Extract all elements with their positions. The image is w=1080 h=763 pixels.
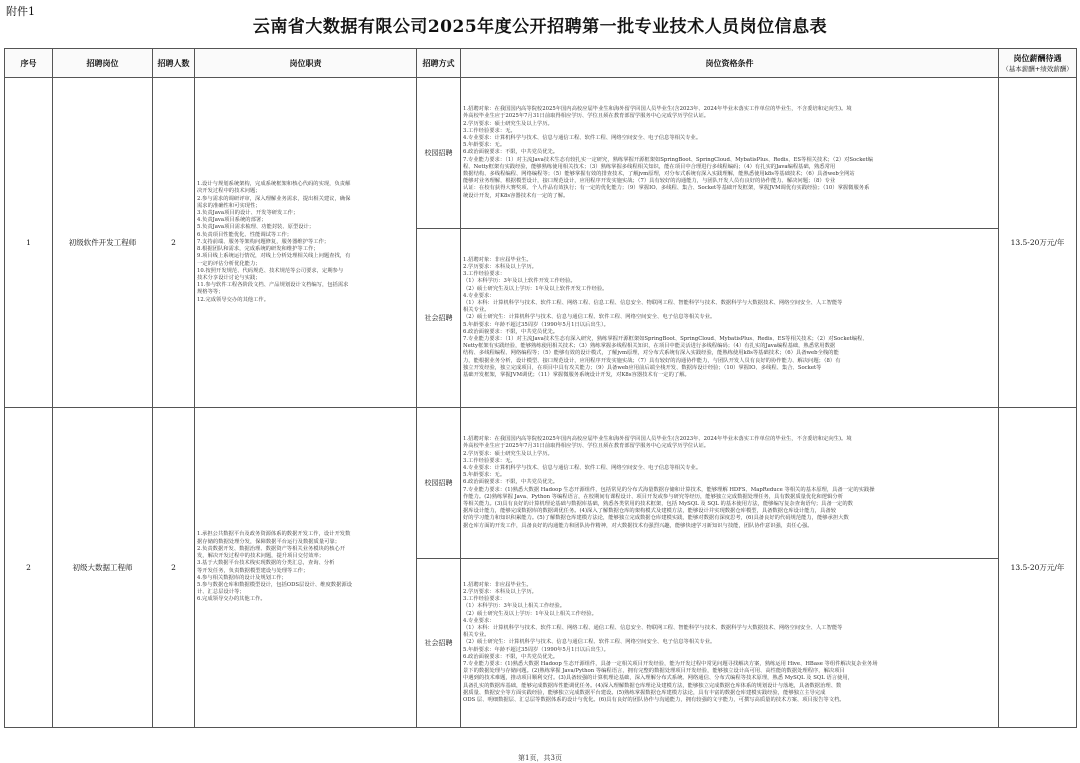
cell-position: 初级软件开发工程师 — [53, 78, 153, 408]
duty-line: 等开发任务，负责数据模型建设与处理等工作； — [197, 567, 309, 574]
cell-position: 初级大数据工程师 — [53, 408, 153, 728]
req-line: 3.工作经验要求：无。 — [463, 127, 516, 134]
cell-count: 2 — [153, 408, 195, 728]
cell-requirements-campus — [461, 408, 999, 559]
req-line: 力，能根据业务分析，设计模型、接口规范设计，应用程序开发实施实战；（7）具有较好的沟通协作能力，与团队开发人员有良好的协作能力、解决问题；（8）有 — [463, 357, 841, 364]
req-line: 1.招聘对象：非应届毕业生。 — [463, 256, 532, 263]
req-line: （1）本科学历：3年及以上相关工作经验。 — [463, 603, 566, 610]
duty-line: 3.基于大数据平台技术栈实现数据的分类汇总，查询、分析 — [197, 560, 335, 567]
duty-line: 1.承担公共数据平台及政务资源体系的数据开发工作，设计开发数 — [197, 531, 351, 538]
cell-method-campus: 校园招聘 — [417, 78, 461, 229]
req-line: 基础开发框架，掌握JVM调优；（11）掌握微服务系统设计开发，对K8s容器技术有一定的了解。 — [463, 372, 690, 379]
req-line: 中遇到的技术难题，推动项目顺利交付。(3)具备较强的计算机理论基础，深入理解分布式系统、网络通信、分布式编程等技术原理，熟悉 MySQL 及 SQL 语言使用， — [463, 675, 853, 682]
req-line: 1.招聘对象：在我国国内高等院校2025年国内高校应届毕业生和海外留学回国人员毕业生(含2023年、2024年毕业未落实工作单位的毕业生，不含委培和定向生)。境 — [463, 436, 852, 443]
duty-line: 8.根据团队和需求，完成系统的研发和维护等工作； — [197, 246, 319, 253]
req-line: 1.招聘对象：在我国国内高等院校2025年国内高校应届毕业生和海外留学回国人员毕业生(含2023年、2024年毕业未落实工作单位的毕业生，不含委培和定向生)。境 — [463, 106, 852, 113]
req-line: 4.专业要求：计算机科学与技术、信息与通信工程、软件工程、网络空间安全、电子信息等相关专业。 — [463, 464, 702, 471]
duty-line: 9.项目线上系统运行情况，对线上分析处理相关线上问题查找，有 — [197, 253, 351, 260]
req-line: 独立开发经验，独立完成项目，在项目中具有攻关能力；（9）具备web应用前后端全栈开发、数据库设计经验；（10）掌握IO、多线程、集合、Socket等 — [463, 364, 822, 371]
duty-line: 6.负责项目性能优化、性能调试等工作； — [197, 231, 293, 238]
req-line: 统设计开发，对K8s容器技术有一定的了解。 — [463, 192, 569, 199]
req-line: 5.年龄要求：无。 — [463, 472, 506, 479]
req-line: 据仓库方面的开发工作，具备良好的沟通能力和团队协作精神，对大数据技术有强烈兴趣，能够快速学习新知识与技能，团队协作意识强，责任心强。 — [463, 522, 813, 529]
cell-duties — [195, 408, 417, 728]
cell-seq: 1 — [5, 78, 53, 408]
req-line: 3.工作经验要求：无。 — [463, 457, 516, 464]
duty-line: 4.负责Java项目系统的部署； — [197, 217, 267, 224]
req-line: 相关专业。 — [463, 632, 490, 639]
annex-label: 附件1 — [6, 5, 35, 18]
req-line: 5.年龄要求：年龄不超过35周岁（1990年5月1日以后出生）。 — [463, 646, 609, 653]
duty-line: 技术分享设计讨论与实践； — [197, 274, 261, 281]
req-line: 数据结构、多线程编程、网络编程等；（5）能够掌握有效的排查技术，了解jvm原理，对分布式系统有深入实践理解，能熟悉使用k8s等基础技术；（6）具备web全网站 — [463, 171, 855, 177]
req-line: 结构、多线程编程、网络编程等；（5）能够有效的设计模式，了解jvm原理，对分布式系统有深入实践经验，能熟练使用k8s等基础技术；（6）具备web全栈的能 — [463, 350, 839, 357]
req-line: （1）本科：计算机科学与技术、软件工程、网络工程、信息工程、信息安全、物联网工程、智能科学与技术、数据科学与大数据技术、网络空间安全、人工智能等 — [463, 299, 843, 306]
cell-pay: 13.5-20万元/年 — [999, 78, 1077, 408]
duty-line: 2.负责数据开发、数据治理、数据资产等相关业务模块的核心开 — [197, 545, 346, 552]
duty-line: 4.参与相关数据库的设计及规划工作； — [197, 574, 287, 581]
duty-line: 7.支持前端、服务等架构问题修复，服务器维护等工作； — [197, 238, 330, 245]
duty-line: 据存储的数据处理分发，保障数据平台运行及数据质量可靠； — [197, 538, 341, 545]
req-line: 7.专业能力要求：（1）对主流Java技术生态有深入研究，熟练掌握开源框架如SpringBoot、SpringCloud、MybatisPlus、Redis、ES等相关技术；（2）对Socket编程、 — [463, 336, 868, 342]
cell-count: 2 — [153, 78, 195, 408]
req-line: 好的学习能力和知识积累能力。(5)了解数据仓库建模方法论，能够独立完成数据仓库建模实践，能够对数据有深度思考，(6)具备良好的代码规范能力，能够承担大数 — [463, 515, 849, 522]
req-line: 1.招聘对象：非应届毕业生。 — [463, 581, 532, 588]
header-seq: 序号 — [5, 49, 53, 78]
header-method: 招聘方式 — [417, 49, 461, 78]
req-line: 等相关能力。(3)具有良好的计算机理论基础与数据库基础，熟悉各类常用的技术框架，包括 MySQL 及 SQL 的基本使用方法，能够编写复杂查询语句；具备一定的数 — [463, 501, 853, 507]
req-line: 景下的数据处理与存储问题。(2)熟练掌握 Java/Python 等编程语言，拥有完整的数据处理项目开发经验，能够独立设计高可用、高性能的数据处理程序，解决项目 — [463, 668, 845, 675]
req-line: 作能力。(2)熟练掌握 Java、Python 等编程语言，在校期间有课程设计、项目开发或参与研究等经历，能够独立完成数据处理任务，具有数据质量优化和逻辑分析 — [463, 493, 844, 500]
req-line: 5.年龄要求：无。 — [463, 142, 506, 149]
cell-seq: 2 — [5, 408, 53, 728]
position-table — [4, 48, 1077, 728]
duty-line: 需求的准确性和可实现性； — [197, 202, 261, 209]
header-requirements: 岗位资格条件 — [461, 49, 999, 78]
duty-line: 发，解决开发过程中的技术问题，提升项目交付效率； — [197, 553, 325, 560]
req-line: 具备扎实的数据库基础，能够完成数据库性能调优任务。(4)深入理解数据仓库理论及建模方法，能够独立完成数据仓库体系的规划设计与落地，具备数据治理、数 — [463, 682, 842, 689]
duty-line: 10.按照开发规范、代码规范、技术规范等公司要求，定期参与 — [197, 267, 344, 274]
header-position: 招聘岗位 — [53, 49, 153, 78]
req-line: 程、Netty框架有实践经验，能够熟练使用相关技术；（3）熟练掌握多线程相关知识，能在项目中合理进行多线程编码；（4）有扎实的Java编程基础，熟悉常用 — [463, 163, 836, 170]
req-line: 4.专业要求：计算机科学与技术、信息与通信工程、软件工程、网络空间安全、电子信息等相关专业。 — [463, 134, 702, 141]
req-line: 据库设计能力，能够完成数据库的数据调优任务。(4)深入了解数据仓库的架构模式及建模方法，能够设计并实现数据仓库模型，具备数据仓库设计能力，具备较 — [463, 508, 836, 515]
header-row — [5, 49, 1077, 78]
duty-line: 规格等等； — [197, 289, 224, 296]
req-line: 7.专业能力要求：(1)熟悉大数据 Hadoop 生态开源组件，具备一定相关项目开发经验，能为开发过程中常见问题寻找解决方案，熟练运用 Hive、HBase 等组件解决复杂业务场 — [463, 661, 878, 667]
req-line: 6.政治面貌要求：不限，中共党员优先。 — [463, 653, 559, 660]
header-duties: 岗位职责 — [195, 49, 417, 78]
cell-requirements-social — [461, 229, 999, 408]
req-line: （2）硕士研究生：计算机科学与技术、信息与通信工程、软件工程、网络空间安全、电子信息等相关专业。 — [463, 314, 716, 321]
req-line: 7.专业能力要求：(1)熟悉大数据 Hadoop 生态开源组件，包括常见的分布式海量数据存储和计算技术，能够理解 HDFS、MapReduce 等相关的基本原理，具备一定的实践操 — [463, 486, 875, 493]
req-line: 认证：在校有获得大赛奖项、个人作品有效执行；有一定的优化能力；（9）掌握IO、多线程、集合、Socket等基础开发框架，掌握JVM调优有实践经验；（10）掌握微服务系 — [463, 185, 870, 192]
cell-method-social: 社会招聘 — [417, 229, 461, 408]
cell-method-social: 社会招聘 — [417, 559, 461, 728]
duty-line: 3.负责Java项目的设计、开发等研发工作； — [197, 210, 299, 217]
duty-line: 2.参与需求的调研评审，深入理解业务需求，提出相关建议，确保 — [197, 195, 351, 202]
req-line: 4.专业要求： — [463, 617, 495, 624]
header-pay — [999, 49, 1077, 78]
duty-line: 5.负责Java项目需求梳理、功能封装、原型设计； — [197, 224, 315, 231]
table-row — [5, 408, 1077, 559]
cell-requirements-social — [461, 559, 999, 728]
req-line: 2.学历要求：硕士研究生及以上学历。 — [463, 450, 553, 457]
header-count: 招聘人数 — [153, 49, 195, 78]
table-row — [5, 78, 1077, 229]
req-line: Netty框架有实践经验，能够熟练使用相关技术；（3）熟练掌握多线程相关知识，在项目中能灵活进行多线程编码；（4）有扎实的Java编程基础，熟悉常用数据 — [463, 343, 836, 350]
req-line: 3.工作经验要求： — [463, 271, 506, 278]
req-line: 能够对业务理解，根据模型设计，接口规范设计，应用程序开发实施实战；（7）具有较好的沟通能力，与团队开发人员有良好的协作能力、解决问题；（8）专业 — [463, 178, 836, 185]
req-line: 外高校毕业生应于2025年7月31日前取得相应学历、学位且须在教育部留学服务中心完成学历学位认证。 — [463, 113, 710, 120]
req-line: （2）硕士研究生及以上学历：1年及以上相关工作经验。 — [463, 610, 597, 617]
duty-line: 5.参与数据仓库和数据模型设计，包括ODS层设计、维度数据源设 — [197, 581, 352, 588]
req-line: 7.专业能力要求：（1）对主流Java技术生态有较扎实一定研究，熟练掌握开源框架如SpringBoot、SpringCloud、MybatisPlus、Redis、ES等相关技术；（2）对Socket编 — [463, 156, 873, 163]
duty-line: 11.参与软件工程各阶段文档、产品规划设计文档编写，包括需求 — [197, 282, 349, 289]
req-line: （1）本科学历：3年及以上软件开发工作经验。 — [463, 278, 576, 285]
req-line: 4.专业要求： — [463, 292, 495, 299]
req-line: 5.年龄要求：年龄不超过35周岁（1990年5月1日以后出生）。 — [463, 321, 609, 328]
req-line: 2.学历要求：硕士研究生及以上学历。 — [463, 120, 553, 127]
page-title: 云南省大数据有限公司2025年度公开招聘第一批专业技术人员岗位信息表 — [252, 17, 828, 37]
req-line: 2.学历要求：本科及以上学历。 — [463, 263, 537, 270]
page-footer: 第1页，共3页 — [518, 754, 562, 762]
req-line: 3.工作经验要求： — [463, 596, 506, 603]
req-line: 外高校毕业生应于2025年7月31日前取得相应学历、学位且须在教育部留学服务中心完成学历学位认证。 — [463, 443, 710, 450]
req-line: （2）硕士研究生及以上学历：1年及以上软件开发工作经验。 — [463, 285, 608, 292]
duty-line: 1.设计与规划系统架构，完成系统框架和核心代码的实现，负责解 — [197, 181, 351, 188]
header-pay-label: 岗位薪酬待遇 — [1013, 53, 1062, 63]
cell-duties — [195, 78, 417, 408]
req-line: 6.政治面貌要求：不限，中共党员优先。 — [463, 328, 559, 335]
req-line: 2.学历要求：本科及以上学历。 — [463, 588, 537, 595]
req-line: （2）硕士研究生：计算机科学与技术、信息与通信工程、软件工程、网络空间安全、电子信息等相关专业。 — [463, 639, 716, 646]
req-line: ODS 层、明细数据层、汇总层等数据体系的设计与优化。(6)具有良好的团队协作与沟通能力，拥有较强的文字能力，可撰写高质量的技术方案、项目报告等文档。 — [463, 697, 845, 704]
header-pay-note: （基本薪酬+绩效薪酬） — [1002, 65, 1073, 73]
req-line: 据质量、数据安全等方面实践经验，能够独立完成数据平台建设。(5)熟练掌握数据仓库建模方法论，具有丰富的数据仓库建模实践经验，能够独立主导完成 — [463, 689, 826, 696]
cell-pay: 13.5-20万元/年 — [999, 408, 1077, 728]
cell-requirements-campus — [461, 78, 999, 229]
duty-line: 一定的评估分析优化能力； — [197, 260, 261, 267]
cell-method-campus: 校园招聘 — [417, 408, 461, 559]
duty-line: 决开发过程中的技术问题； — [197, 188, 261, 195]
req-line: 相关专业。 — [463, 307, 490, 314]
duty-line: 6.完成领导交办的其他工作。 — [197, 596, 266, 603]
duty-line: 计、汇总层设计等； — [197, 589, 245, 596]
duty-line: 12.完成领导交办的其他工作。 — [197, 296, 269, 303]
req-line: 6.政治面貌要求：不限，中共党员优先。 — [463, 149, 559, 156]
req-line: 6.政治面貌要求：不限，中共党员优先。 — [463, 479, 559, 486]
req-line: （1）本科：计算机科学与技术、软件工程、网络工程、通信工程、信息安全、物联网工程、智能科学与技术、数据科学与大数据技术、网络空间安全、人工智能等 — [463, 624, 843, 631]
